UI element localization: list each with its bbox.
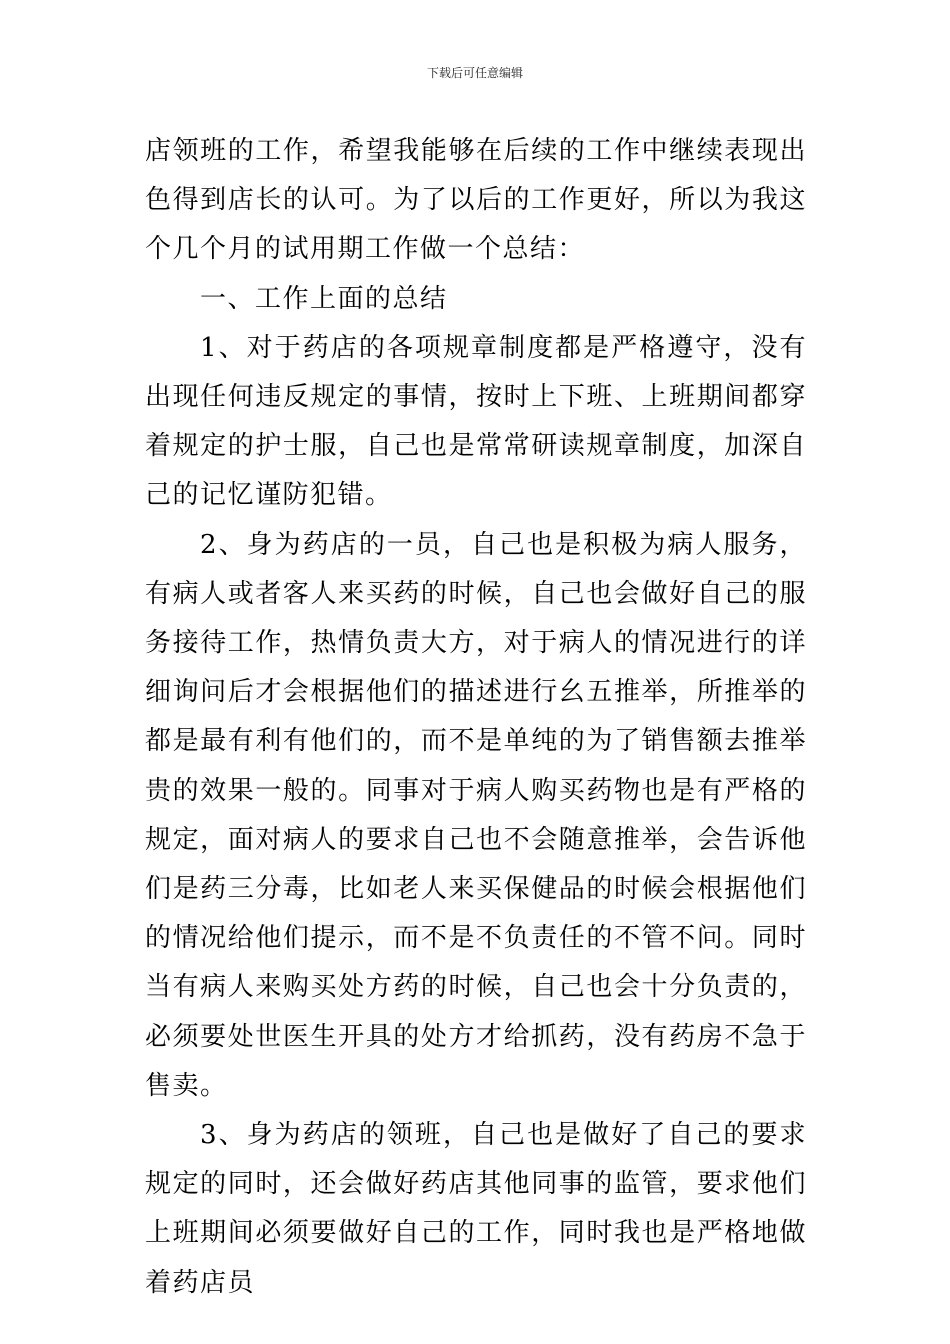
document-body	[145, 127, 807, 1308]
paragraph-item-2: 2、身为药店的一员，自己也是积极为病人服务，有病人或者客人来买药的时候，自己也会做好自己的服务接待工作，热情负责大方，对于病人的情况进行的详细询问后才会根据他们的描述进行幺五推举，所推举的都是最有利有他们的，而不是单纯的为了销售额去推举贵的效果一般的。同事对于病人购买药物也是有严格的规定，面对病人的要求自己也不会随意推举，会告诉他们是药三分毒，比如老人来买保健品的时候会根据他们的情况给他们提示，而不是不负责任的不管不问。同时当有病人来购买处方药的时候，自己也会十分负责的，必须要处世医生开具的处方才给抓药，没有药房不急于售卖。	[145, 529, 807, 1101]
section-heading: 一、工作上面的总结	[200, 283, 448, 314]
paragraph-item-1: 1、对于药店的各项规章制度都是严格遵守，没有出现任何违反规定的事情，按时上下班、上班期间都穿着规定的护士服，自己也是常常研读规章制度，加深自己的记忆谨防犯错。	[145, 332, 807, 511]
paragraph-item-3: 3、身为药店的领班，自己也是做好了自己的要求规定的同时，还会做好药店其他同事的监管，要求他们上班期间必须要做好自己的工作，同时我也是严格地做着药店员	[145, 1120, 807, 1298]
paragraph-intro: 店领班的工作，希望我能够在后续的工作中继续表现出色得到店长的认可。为了以后的工作更好，所以为我这个几个月的试用期工作做一个总结：	[145, 136, 807, 265]
page-header-note: 下载后可任意编辑	[426, 66, 523, 80]
